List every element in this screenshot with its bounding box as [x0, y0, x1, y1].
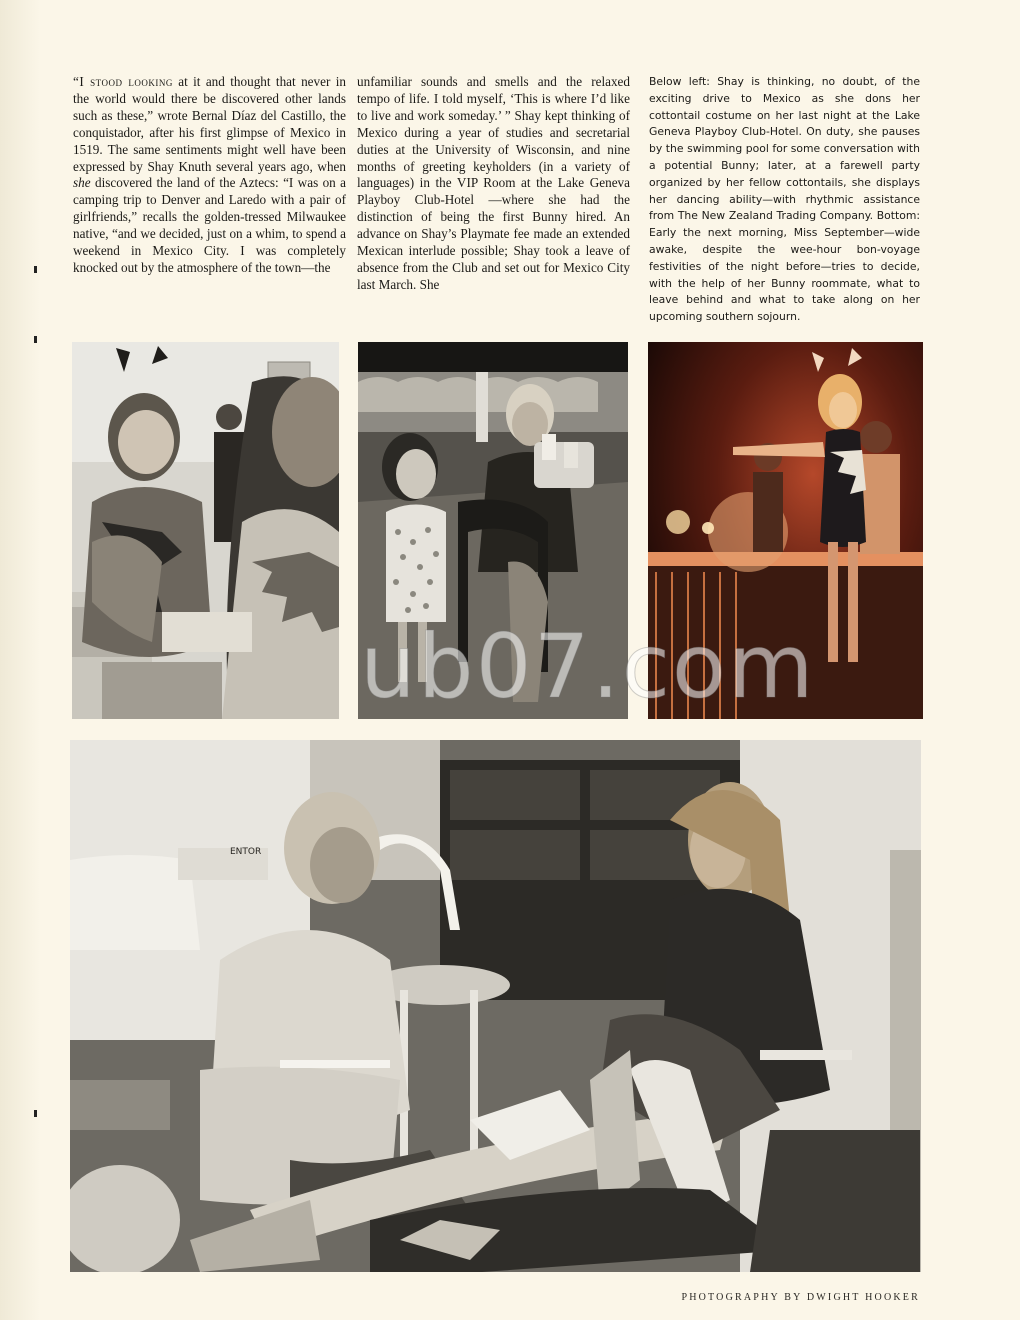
margin-mark	[34, 1110, 37, 1117]
article-paragraph	[73, 74, 346, 277]
article-column-1	[73, 74, 346, 277]
article-paragraph: unfamiliar sounds and smells and the relaxed tempo of life. I told myself, ‘This is where I’d like to live and work someday.’ ” Shay kept thinking of Mexico during a year of studies and secretarial duties at the University of Wisconsin, and nine months of greeting keyholders (in a variety of languages) in the VIP Room at the Lake Geneva Playboy Club-Hotel —where she had the distinction of being the first Bunny hired. An advance on Shay’s Playmate fee made an extended Mexican interlude possible; Shay took a leave of absence from the Club and set out for Mexico City last March. She	[357, 74, 630, 292]
photo-packing	[70, 740, 921, 1272]
caption-text: Below left: Shay is thinking, no doubt, of the exciting drive to Mexico as she dons her cottontail costume on her last night at the Lake Geneva Playboy Club-Hotel. On duty, she pauses by the swimming pool for some conversation with a potential Bunny; later, at a farewell party organized by her fellow cottontails, she displays her dancing ability—with rhythmic assistance from The New Zealand Trading Company. Bottom: Early the next morning, Miss September—wide awake, despite the wee-hour bon-voyage festivities of the night before—tries to decide, with the help of her Bunny roommate, what to leave behind and what to take along on her upcoming southern sojourn.	[649, 75, 920, 324]
photo-poolside-image	[358, 342, 628, 719]
emphasis: she	[73, 175, 91, 191]
article-column-2	[357, 74, 630, 294]
photo-packing-image	[70, 740, 921, 1272]
lead-in: “I stood looking	[73, 74, 173, 89]
margin-mark	[34, 266, 37, 273]
page-edge	[0, 0, 40, 1320]
photo-farewell-party	[648, 342, 923, 719]
article-text: at it and thought that never in the world would there be discovered other lands such as these,” wrote Bernal Díaz del Castillo, the conquistador, after his first glimpse of Mexico in 1519. The same sentiments might well have been expressed by Shay Knuth several years ago, when	[73, 74, 346, 174]
margin-mark	[34, 336, 37, 343]
photo-farewell-party-image	[648, 342, 923, 719]
photo-dressing-room-image	[72, 342, 339, 719]
photo-credit: PHOTOGRAPHY BY DWIGHT HOOKER	[681, 1292, 920, 1303]
photo-poolside	[358, 342, 628, 719]
sign-text: ENTOR	[230, 847, 262, 857]
watermark: ub07.com	[360, 615, 816, 718]
article-text: discovered the land of the Aztecs: “I was on a camping trip to Denver and Laredo with a pair of girlfriends,” recalls the golden-tressed Milwaukee native, “and we decided, just on a whim, to spend a weekend in Mexico City. I was completely knocked out by the atmosphere of the town—the	[73, 175, 346, 275]
photo-caption	[649, 74, 920, 326]
photo-dressing-room	[72, 342, 339, 719]
